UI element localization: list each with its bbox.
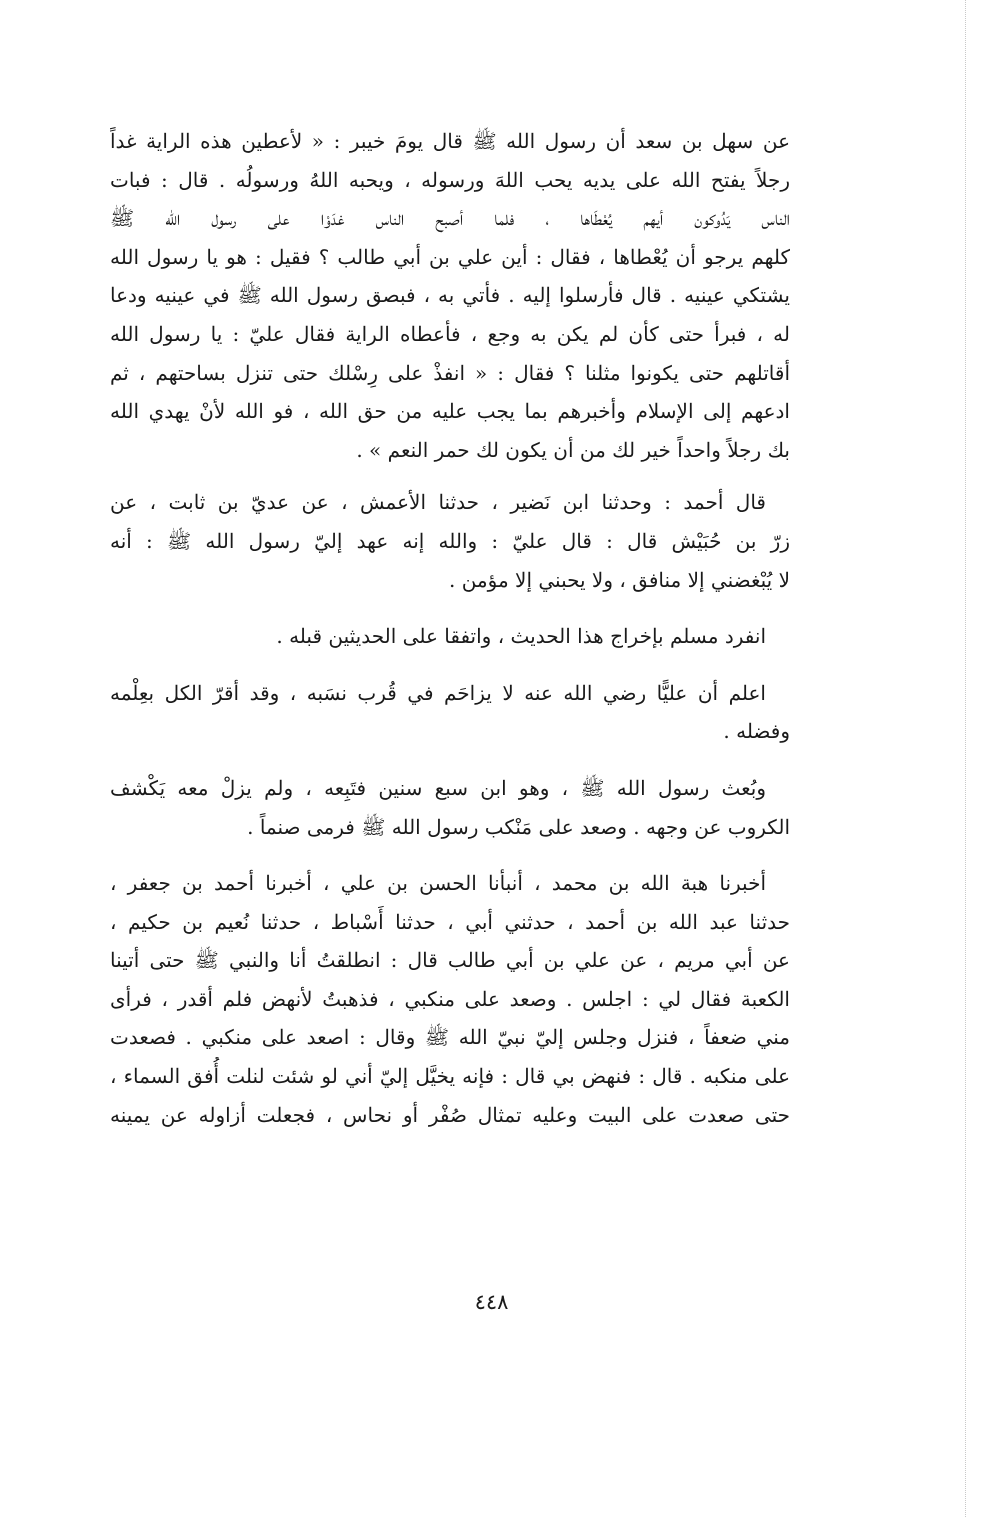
text-line: الناس يَدُوكون أيهم يُعْطَاها ، فلما أصبح الناس غدَوْا على رسول الله ﷺ xyxy=(110,206,790,231)
text-line: قال أحمد : وحدثنا ابن نَضير ، حدثنا الأعمش ، عن عديّ بن ثابت ، عن xyxy=(110,490,766,515)
text-line: على منكبه . قال : فنهض بي قال : فإنه يخيَّل إليّ أني لو شئت لنلت أُفق السماء ، xyxy=(110,1064,790,1089)
paragraph xyxy=(110,864,790,1134)
text-line: عن أبي مريم ، عن علي بن أبي طالب قال : انطلقتُ أنا والنبي ﷺ حتى أتينا xyxy=(110,948,790,973)
text-line: انفرد مسلم بإخراج هذا الحديث ، واتفقا على الحديثين قبله . xyxy=(276,624,766,649)
text-line: مني ضعفاً ، فنزل وجلس إليّ نبيّ الله ﷺ وقال : اصعد على منكبي . فصعدت xyxy=(110,1025,790,1050)
text-line: يشتكي عينيه . قال فأرسلوا إليه . فأتي به ، فبصق رسول الله ﷺ في عينيه ودعا xyxy=(110,283,790,308)
text-line: الكروب عن وجهه . وصعد على مَنْكب رسول الله ﷺ فرمى صنماً . xyxy=(247,814,790,839)
text-line: الكعبة فقال لي : اجلس . وصعد على منكبي ، فذهبتُ لأنهض فلم أقدر ، فرأى xyxy=(110,986,790,1011)
text-line: بك رجلاً واحداً خير لك من أن يكون لك حمر النعم » . xyxy=(356,437,790,462)
paragraph xyxy=(110,769,790,846)
text-line: وفضله . xyxy=(723,719,790,744)
paragraph xyxy=(110,617,790,656)
paragraph xyxy=(110,122,790,469)
text-line: أقاتلهم حتى يكونوا مثلنا ؟ فقال : « انفذْ على رِسْلك حتى تنزل بساحتهم ، ثم xyxy=(110,360,790,385)
paragraph xyxy=(110,674,790,751)
text-line: حدثنا عبد الله بن أحمد ، حدثني أبي ، حدثنا أَسْباط ، حدثنا نُعيم بن حكيم ، xyxy=(110,909,790,934)
text-line: وبُعث رسول الله ﷺ ، وهو ابن سبع سنين فتَبِعه ، ولم يزلْ معه يَكْشف xyxy=(110,775,766,800)
body-text xyxy=(110,122,790,1134)
page-number: ٤٤٨ xyxy=(474,1290,509,1314)
text-line: حتى صعدت على البيت وعليه تمثال صُفْر أو نحاس ، فجعلت أزاوله عن يمينه xyxy=(110,1102,790,1127)
text-line: كلهم يرجو أن يُعْطاها ، فقال : أين علي بن أبي طالب ؟ فقيل : هو يا رسول الله xyxy=(110,244,790,269)
text-line: زرّ بن حُبَيْش قال : قال عليّ : والله إنه عهد إليّ رسول الله ﷺ : أنه xyxy=(110,528,790,553)
paragraph xyxy=(110,483,790,599)
text-line: لا يُبْغضني إلا منافق ، ولا يحبني إلا مؤمن . xyxy=(448,567,790,592)
text-line: له ، فبرأ حتى كأن لم يكن به وجع ، فأعطاه الراية فقال عليّ : يا رسول الله xyxy=(110,321,790,346)
text-line: عن سهل بن سعد أن رسول الله ﷺ قال يومَ خيبر : « لأعطين هذه الراية غداً xyxy=(110,129,790,153)
text-line: اعلم أن عليًّا رضي الله عنه لا يزاحَم في قُرب نسَبه ، وقد أقرّ الكل بعِلْمه xyxy=(110,680,766,705)
text-line: رجلاً يفتح الله على يديه يحب اللهَ ورسوله ، ويحبه اللهُ ورسولُه . قال : فبات xyxy=(110,167,790,192)
text-line: ادعهم إلى الإسلام وأخبرهم بما يجب عليه من حق الله ، فو الله لأنْ يهدي الله xyxy=(110,399,790,424)
text-line: أخبرنا هبة الله بن محمد ، أنبأنا الحسن بن علي ، أخبرنا أحمد بن جعفر ، xyxy=(110,871,766,896)
